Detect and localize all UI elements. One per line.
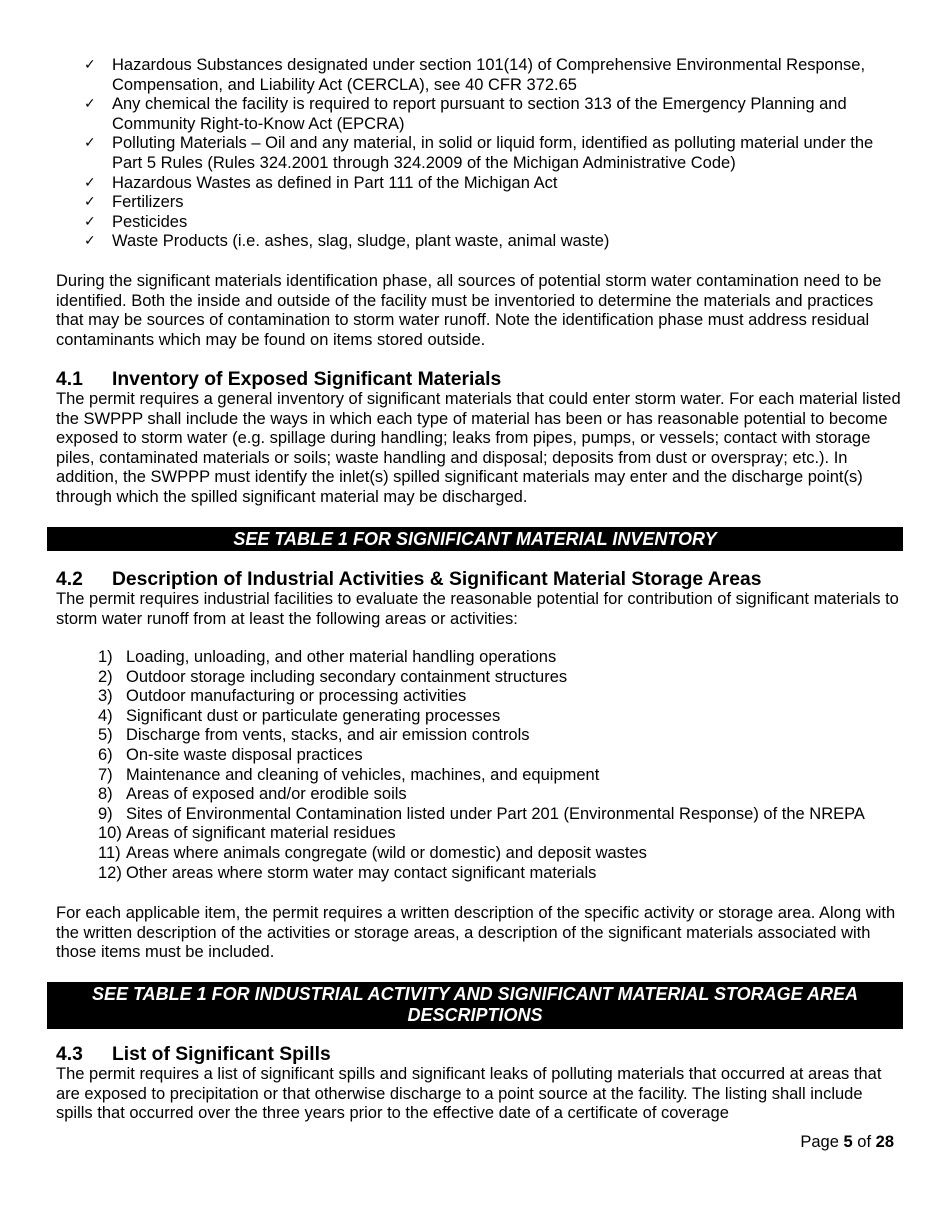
- activity-list: [98, 648, 903, 883]
- list-item: 2) Outdoor storage including secondary containment structures: [98, 667, 568, 686]
- list-item: 12) Other areas where storm water may contact significant materials: [98, 863, 597, 882]
- page-label: Page: [800, 1133, 839, 1151]
- checklist-item: ✓ Fertilizers: [84, 193, 184, 212]
- list-item: 7) Maintenance and cleaning of vehicles, machines, and equipment: [98, 765, 600, 784]
- list-item: 9) Sites of Environmental Contamination listed under Part 201 (Environmental Response) of the NREPA: [98, 804, 865, 823]
- of-label: of: [857, 1133, 872, 1151]
- section-number: 4.3: [56, 1044, 83, 1065]
- check-icon: ✓: [84, 57, 96, 73]
- check-icon: ✓: [84, 174, 96, 191]
- list-item: 8) Areas of exposed and/or erodible soils: [98, 785, 407, 804]
- section-title: Description of Industrial Activities & Significant Material Storage Areas: [112, 569, 762, 590]
- section-number: 4.1: [56, 369, 83, 390]
- check-icon: ✓: [84, 194, 96, 211]
- checklist-item: ✓ Pesticides: [84, 212, 188, 231]
- list-item: 6) On-site waste disposal practices: [98, 745, 363, 764]
- section-4-2-heading: [56, 570, 901, 590]
- banner-line: DESCRIPTIONS: [407, 1005, 543, 1025]
- checklist-item: ✓ Waste Products (i.e. ashes, slag, sludge, plant waste, animal waste): [84, 232, 610, 251]
- section-4-3-body: The permit requires a list of significant spills and significant leaks of polluting materials that occurred at areas that are exposed to precipitation or that otherwise discharge to a point source at the facility. The listing shall include spills that occurred over the three years prior to the effective date of a certificate of coverage: [56, 1065, 882, 1123]
- material-checklist: [84, 56, 904, 252]
- page-footer: [800, 1133, 894, 1152]
- section-4-2-body: The permit requires industrial facilities to evaluate the reasonable potential for contribution of significant materials to storm water runoff from at least the following areas or activities:: [56, 590, 899, 628]
- list-item: 11) Areas where animals congregate (wild or domestic) and deposit wastes: [98, 843, 647, 862]
- total-pages: 28: [875, 1133, 894, 1151]
- intro-paragraph: During the significant materials identification phase, all sources of potential storm water contamination need to be identified. Both the inside and outside of the facility must be inventoried to determine the materials and practices that may be sources of contamination to storm water runoff. Note the identification phase must address residual contaminants which may be found on items stored outside.: [56, 272, 882, 349]
- list-item: 5) Discharge from vents, stacks, and air emission controls: [98, 726, 530, 745]
- checklist-item: ✓ Hazardous Wastes as defined in Part 111 of the Michigan Act: [84, 173, 558, 192]
- checklist-item: ✓ Any chemical the facility is required to report pursuant to section 313 of the Emergency Planning and Community Right-to-Know Act (EPCRA): [84, 95, 847, 133]
- banner-line: SEE TABLE 1 FOR INDUSTRIAL ACTIVITY AND SIGNIFICANT MATERIAL STORAGE AREA: [91, 984, 859, 1004]
- check-icon: ✓: [84, 135, 96, 152]
- section-4-1-body: The permit requires a general inventory of significant materials that could enter storm water. For each material listed the SWPPP shall include the ways in which each type of material has been or has reasonable potential to become exposed to storm water (e.g. spillage during handling; leaks from pipes, pumps, or vessels; contact with storage piles, contaminated materials or soils; waste handling and disposal; deposits from dust or overspray; etc.). In addition, the SWPPP must identify the inlet(s) spilled significant materials may enter and the discharge point(s) through which the spilled significant material may be discharged.: [56, 390, 901, 506]
- list-item: 3) Outdoor manufacturing or processing activities: [98, 687, 467, 706]
- list-item: 1) Loading, unloading, and other material handling operations: [98, 648, 557, 666]
- checklist-item: ✓ Hazardous Substances designated under section 101(14) of Comprehensive Environmental Response, Compensation, and Liability Act (CERCLA), see 40 CFR 372.65: [84, 56, 866, 94]
- section-4-3-heading: [56, 1045, 901, 1065]
- check-icon: ✓: [84, 213, 96, 230]
- list-item: 4) Significant dust or particulate generating processes: [98, 706, 501, 725]
- check-icon: ✓: [84, 233, 96, 250]
- table-reference-banner-inventory: SEE TABLE 1 FOR SIGNIFICANT MATERIAL INVENTORY: [47, 527, 903, 551]
- section-4-1-heading: [56, 370, 901, 390]
- checklist-item: ✓ Polluting Materials – Oil and any material, in solid or liquid form, identified as polluting material under the Part 5 Rules (Rules 324.2001 through 324.2009 of the Michigan Administrative Code): [84, 134, 874, 172]
- section-4-2-closing: For each applicable item, the permit requires a written description of the specific activity or storage area. Along with the written description of the activities or storage areas, a description of the significant materials associated with those items must be included.: [56, 904, 896, 962]
- list-item: 10) Areas of significant material residues: [98, 824, 396, 843]
- page-number: 5: [843, 1133, 853, 1151]
- section-title: Inventory of Exposed Significant Materials: [112, 369, 502, 390]
- section-number: 4.2: [56, 569, 83, 590]
- check-icon: ✓: [84, 96, 96, 113]
- table-reference-banner-activities: [47, 982, 903, 1029]
- section-title: List of Significant Spills: [112, 1044, 331, 1065]
